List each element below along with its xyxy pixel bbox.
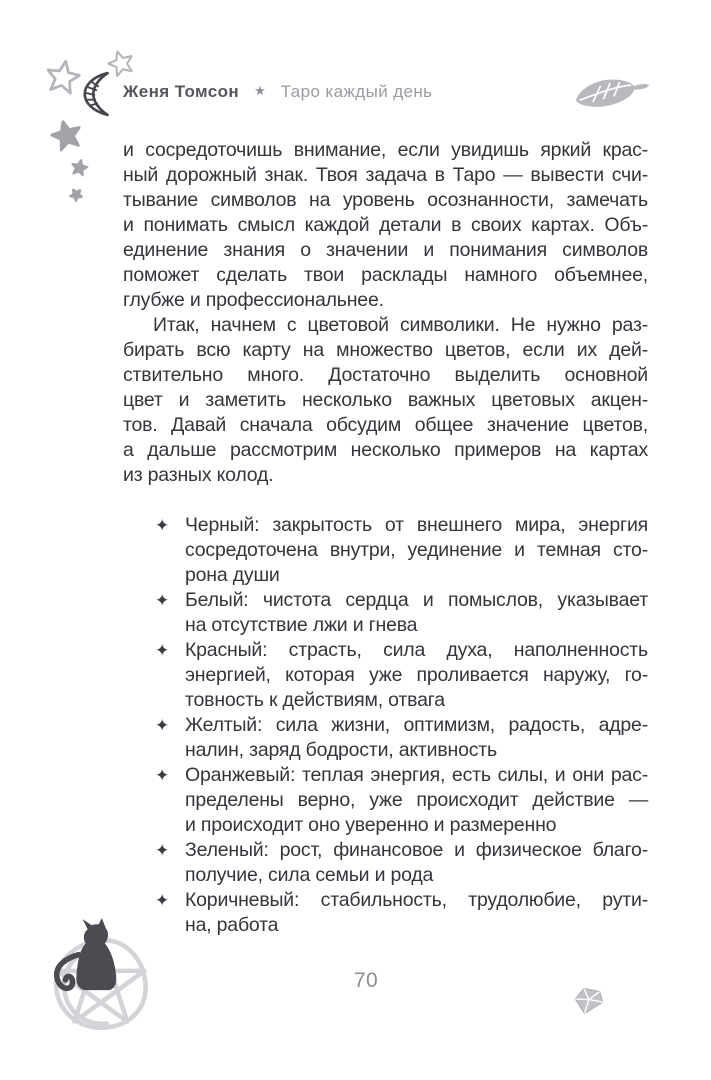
- text-line: Желтый: сила жизни, оптимизм, радость, адре-: [185, 714, 648, 736]
- list-item-text: [185, 888, 648, 938]
- text-line: товность к действиям, отвага: [185, 689, 445, 711]
- text-line: Коричневый: стабильность, трудолюбие, рути-: [185, 889, 648, 911]
- sparkle-bullet-icon: ✦: [155, 716, 170, 735]
- paragraph: [123, 138, 648, 313]
- list-item: [123, 513, 648, 588]
- sparkle-bullet-icon: ✦: [155, 641, 170, 660]
- text-line: Черный: закрытость от внешнего мира, энергия: [185, 514, 648, 536]
- text-line: поможет сделать твои расклады намного объемнее,: [123, 264, 648, 286]
- text-line: налин, заряд бодрости, активность: [185, 739, 497, 761]
- sparkle-bullet-icon: ✦: [155, 766, 170, 785]
- text-line: Красный: страсть, сила духа, наполненность: [185, 639, 648, 661]
- sparkle-bullet-icon: ✦: [155, 516, 170, 535]
- sparkle-bullet-icon: ✦: [155, 891, 170, 910]
- text-line: единение знания о значении и понимания символов: [123, 239, 648, 261]
- text-line: бирать всю карту на множество цветов, если их дей-: [123, 339, 648, 361]
- cat-on-pentagram-icon: [38, 916, 190, 1046]
- paragraph: [123, 313, 648, 488]
- text-line: а дальше рассмотрим несколько примеров на картах: [123, 439, 648, 461]
- list-item-text: [185, 513, 648, 588]
- text-line: и происходит оно уверенно и размеренно: [185, 814, 557, 836]
- text-line: Зеленый: рост, финансовое и физическое благо-: [185, 839, 648, 861]
- text-line: ствительно много. Достаточно выделить основной: [123, 364, 648, 386]
- list-item-text: [185, 838, 648, 888]
- list-item: [123, 763, 648, 838]
- text-line: ный дорожный знак. Твоя задача в Таро — вывести счи-: [123, 164, 648, 186]
- text-line: цвет и заметить несколько важных цветовых акцен-: [123, 389, 648, 411]
- list-item-text: [185, 588, 648, 638]
- star-filled-icon: [48, 116, 86, 153]
- text-line: на, работа: [185, 914, 279, 936]
- page-header: [123, 82, 432, 102]
- text-line: тов. Давай сначала обсудим общее значение цветов,: [123, 414, 648, 436]
- text-line: Итак, начнем с цветовой символики. Не нужно раз-: [153, 314, 648, 336]
- moon-icon: [80, 70, 118, 118]
- sparkle-bullet-icon: ✦: [155, 591, 170, 610]
- list-item: [123, 638, 648, 713]
- text-line: Оранжевый: теплая энергия, есть силы, и они рас-: [185, 764, 648, 786]
- text-line: из разных колод.: [123, 464, 274, 486]
- text-line: глубже и профессиональнее.: [123, 289, 384, 311]
- list-item-text: [185, 713, 648, 763]
- paragraphs: [123, 138, 648, 488]
- text-line: получие, сила семьи и рода: [185, 864, 434, 886]
- book-title: Таро каждый день: [280, 82, 433, 101]
- text-line: рона души: [185, 564, 280, 586]
- author-name: Женя Томсон: [123, 82, 240, 101]
- leaf-icon: [572, 72, 652, 117]
- star-filled-icon: [67, 185, 85, 203]
- list-item-text: [185, 638, 648, 713]
- text-line: пределены верно, уже происходит действие —: [185, 789, 648, 811]
- list-item: [123, 713, 648, 763]
- star-outline-icon: [43, 57, 82, 96]
- text-line: энергией, которая уже проливается наружу, го-: [185, 664, 648, 686]
- text-line: на отсутствие лжи и гнева: [185, 614, 418, 636]
- text-line: сосредоточена внутри, уединение и темная сто-: [185, 539, 648, 561]
- text-line: тывание символов на уровень осознанности, замечать: [123, 189, 648, 211]
- gem-icon: [568, 982, 609, 1019]
- sparkle-bullet-icon: ✦: [155, 841, 170, 860]
- star-separator-icon: ★: [254, 83, 266, 98]
- list-item: [123, 838, 648, 888]
- color-meanings-list: [123, 513, 648, 938]
- text-line: Белый: чистота сердца и помыслов, указывает: [185, 589, 648, 611]
- list-item: [123, 888, 648, 938]
- text-line: и сосредоточишь внимание, если увидишь яркий крас-: [123, 139, 648, 161]
- star-filled-icon: [69, 157, 89, 177]
- body-text: [123, 138, 648, 938]
- page-number: 70: [353, 969, 379, 992]
- list-item-text: [185, 763, 648, 838]
- list-item: [123, 588, 648, 638]
- text-line: и понимать смысл каждой детали в своих картах. Объ-: [123, 214, 648, 236]
